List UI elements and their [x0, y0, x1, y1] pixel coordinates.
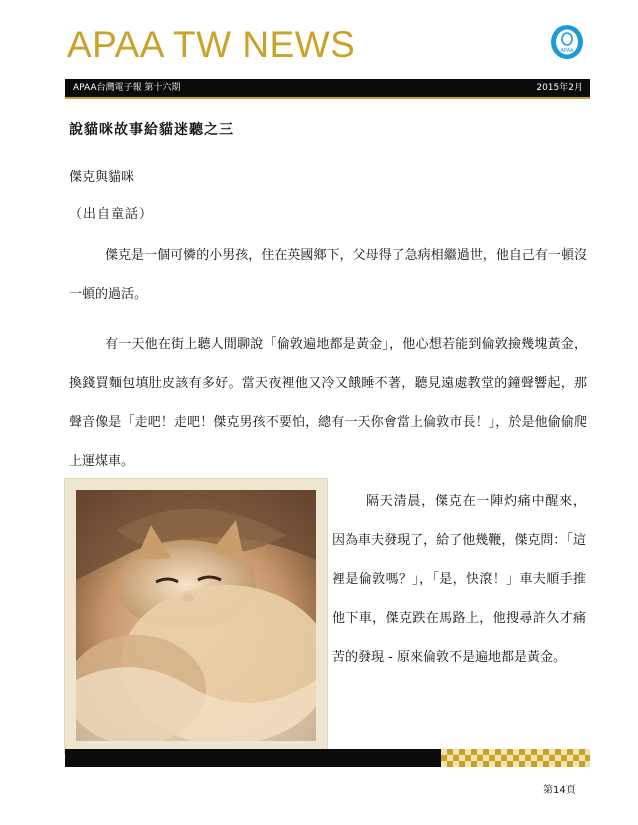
apaa-logo-icon — [549, 23, 585, 61]
article-subtitle: 傑克與貓咪 — [69, 170, 135, 185]
issue-bar — [65, 79, 590, 97]
article-title: 說貓咪故事給貓迷聽之三 — [69, 122, 234, 138]
article-source: （出自童話） — [69, 207, 154, 222]
issue-date: 2015年2月 — [536, 83, 583, 93]
issue-label: APAA台灣電子報 第十六期 — [73, 83, 181, 93]
masthead-title: APAA TW NEWS — [67, 24, 356, 65]
cat-photo — [76, 490, 316, 741]
paragraph-3: 隔天清晨，傑克在一陣灼痛中醒來，因為車夫發現了，給了他幾鞭，傑克問：「這裡是倫敦嗎？」，「是，快滾！」車夫順手推他下車，傑克跌在馬路上，他搜尋許久才痛苦的發現 - 原來倫敦不是遍地都是黃金。 — [332, 494, 586, 665]
footer-bar — [65, 749, 441, 767]
paragraph-1: 傑克是一個可憐的小男孩，住在英國鄉下，父母得了急病相繼過世，他自己有一頓沒一頓的過活。 — [69, 248, 587, 302]
cat-photo-frame — [64, 478, 328, 754]
page-number: 第14頁 — [543, 785, 576, 796]
paragraph-2: 有一天他在街上聽人閒聊說「倫敦遍地都是黃金」，他心想若能到倫敦撿幾塊黃金，換錢買麵包填肚皮該有多好。當天夜裡他又冷又餓睡不著，聽見遠處教堂的鐘聲響起，那聲音像是「走吧！走吧！傑克男孩不要怕，總有一天你會當上倫敦市長！」，於是他偷偷爬上運煤車。 — [69, 337, 587, 469]
footer-checker-pattern — [441, 749, 590, 767]
header-divider — [65, 97, 590, 99]
logo-text: APAA — [560, 48, 574, 54]
